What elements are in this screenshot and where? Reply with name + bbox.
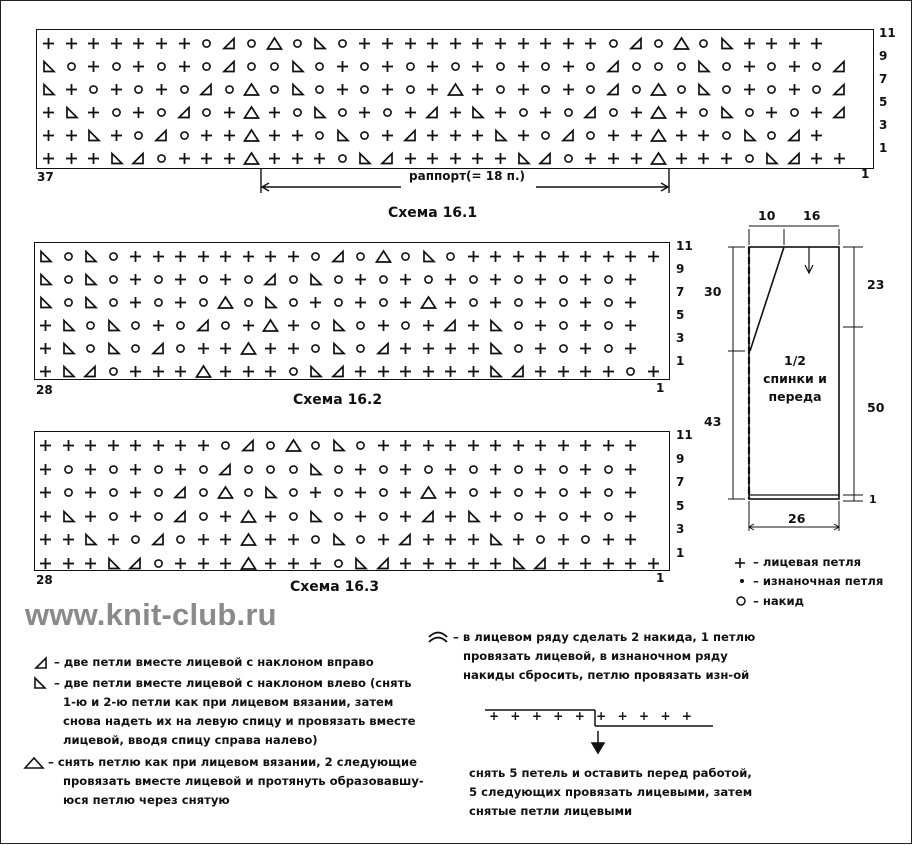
legend-k2tog-right: – две петли вместе лицевой с наклоном вправо xyxy=(54,655,374,669)
scheme-16-1-left-number: 37 xyxy=(37,170,54,184)
bottom-width: 26 xyxy=(788,511,806,526)
yarn-over-legend-icon xyxy=(737,597,745,605)
k2tog-right-legend-icon xyxy=(36,658,46,668)
right-height-1: 23 xyxy=(867,277,885,292)
scheme-16-3-right-number: 1 xyxy=(656,571,665,585)
legend-sk2p-3: юся петлю через снятую xyxy=(63,793,230,807)
legend-yo-text: – накид xyxy=(753,594,805,608)
k2tog-left-legend-icon xyxy=(35,678,45,688)
garment-label xyxy=(753,352,837,406)
legend-k2tog-left-4: лицевой, вводя спицу справа налево) xyxy=(63,733,318,747)
row-number-label: 9 xyxy=(676,451,685,466)
legend-sk2p-1: – снять петлю как при лицевом вязании, 2 следующие xyxy=(48,755,417,769)
scheme-16-2-left-number: 28 xyxy=(36,383,53,397)
legend-k2tog-left-3: снова надеть их на левую спицу и провязать вместе xyxy=(63,714,416,728)
row-number-label: 3 xyxy=(676,331,685,345)
row-number-label: 7 xyxy=(676,475,685,489)
site-watermark: www.knit-club.ru xyxy=(25,597,277,632)
purl-dot-legend-icon xyxy=(740,579,744,583)
row-number-label: 1 xyxy=(676,354,685,368)
scheme-16-2-title: Схема 16.2 xyxy=(293,392,383,408)
legend-cable-3: снятые петли лицевыми xyxy=(469,804,633,818)
right-height-2: 50 xyxy=(867,400,885,415)
garment-label-line-1: 1/2 xyxy=(784,353,806,368)
garment-label-line-3: переда xyxy=(768,389,822,404)
sk2p-legend-icon xyxy=(25,758,43,768)
row-number-label: 11 xyxy=(676,428,693,442)
row-number-label: 11 xyxy=(879,26,896,40)
row-number-label: 5 xyxy=(676,498,685,513)
row-number-label: 1 xyxy=(879,141,888,155)
repeat-label: раппорт(= 18 п.) xyxy=(409,169,525,183)
legend-cable-2: 5 следующих провязать лицевыми, затем xyxy=(469,785,753,799)
row-number-label: 5 xyxy=(879,95,888,109)
legend-purl-text: – изнаночная петля xyxy=(753,574,884,588)
garment-label-line-2: спинки и xyxy=(763,371,827,386)
row-number-label: 7 xyxy=(879,72,888,86)
double-yarn-over-icon xyxy=(429,633,447,643)
legend-k2tog-left-1: – две петли вместе лицевой с наклоном влево (снять xyxy=(54,676,412,690)
legend-k2tog-left-2: 1-ю и 2-ю петли как при лицевом вязании, затем xyxy=(63,695,394,709)
legend-double-yo-2: провязать лицевой, в изнаночном ряду xyxy=(463,649,728,663)
repeat-dimension-line xyxy=(261,169,669,193)
row-number-label: 9 xyxy=(676,262,685,276)
scheme-16-3-left-number: 28 xyxy=(36,573,53,587)
top-width-2: 16 xyxy=(803,208,821,223)
scheme-16-3-title: Схема 16.3 xyxy=(290,579,380,595)
row-number-label: 7 xyxy=(676,285,685,299)
row-number-label: 3 xyxy=(676,522,685,536)
row-number-label: 9 xyxy=(879,49,888,63)
left-height-2: 43 xyxy=(704,414,722,429)
row-number-label: 3 xyxy=(879,118,888,132)
scheme-16-2-right-number: 1 xyxy=(656,381,665,395)
legend-knit-text: – лицевая петля xyxy=(753,555,862,569)
top-width-1: 10 xyxy=(758,208,776,223)
row-number-label: 1 xyxy=(676,545,685,560)
legend-double-yo-1: – в лицевом ряду сделать 2 накида, 1 петлю xyxy=(453,630,756,644)
row-number-label: 5 xyxy=(676,308,685,322)
right-height-3: 1 xyxy=(869,493,877,506)
row-number-label: 11 xyxy=(676,239,693,253)
plus-legend-icon xyxy=(735,558,745,568)
scheme-16-1-title: Схема 16.1 xyxy=(388,205,478,221)
left-height-1: 30 xyxy=(704,284,722,299)
cable-symbols: + + + + + + + + + + xyxy=(489,709,696,723)
legend-sk2p-2: провязать вместе лицевой и протянуть образовавшу- xyxy=(63,774,424,788)
legend-cable-1: снять 5 петель и оставить перед работой, xyxy=(469,766,752,780)
scheme-16-1-right-number: 1 xyxy=(861,167,870,181)
legend-double-yo-3: накиды сбросить, петлю провязать изн-ой xyxy=(463,668,750,682)
